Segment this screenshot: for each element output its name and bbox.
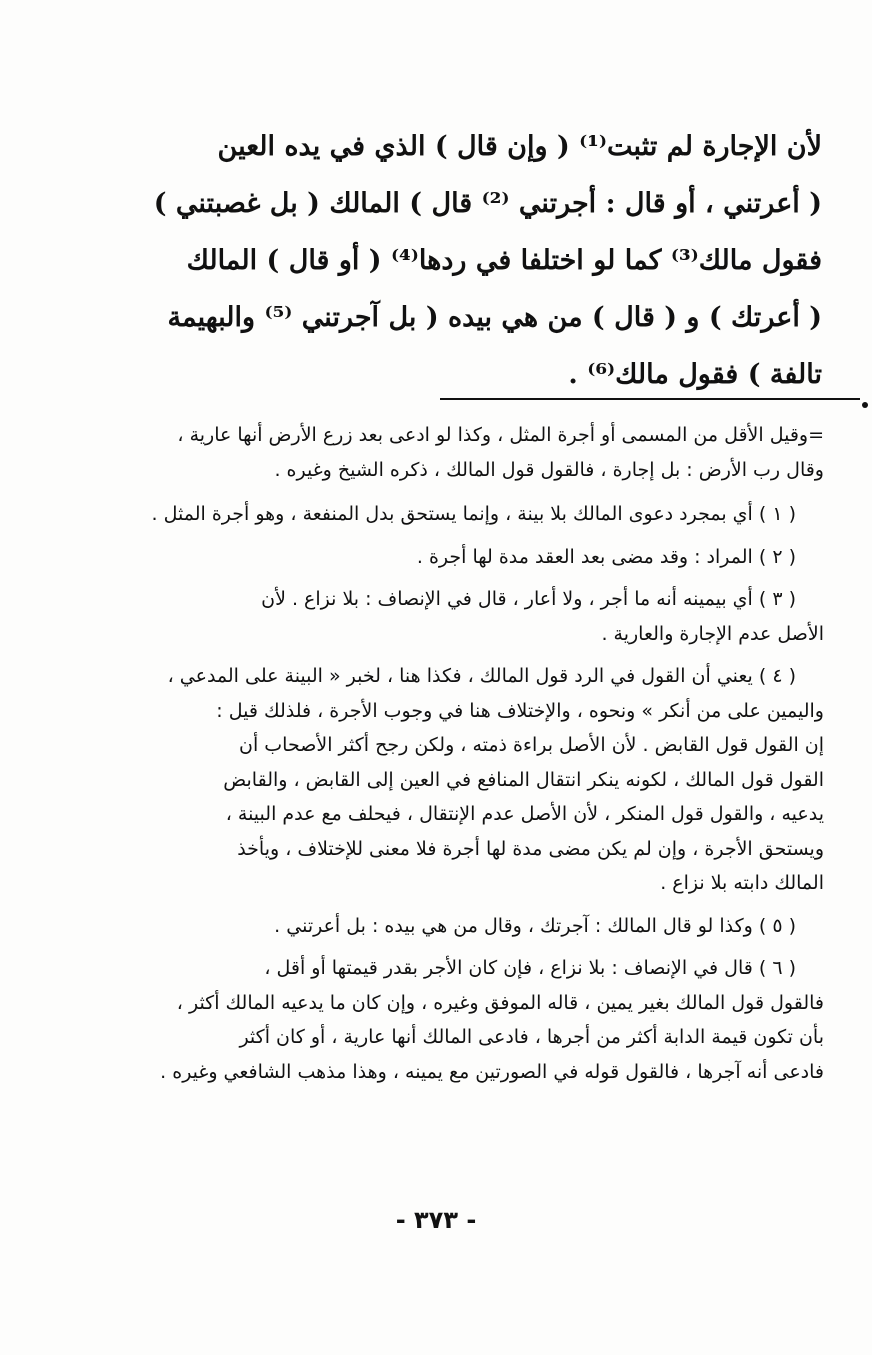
footnote-line: ويستحق الأجرة ، وإن لم يكن مضى مدة لها أجرة فلا معنى للإختلاف ، ويأخذ [237, 837, 824, 860]
footnote-line: إن القول قول القابض . لأن الأصل براءة ذمته ، ولكن رجح أكثر الأصحاب أن [239, 734, 824, 756]
footnote-line: ( ٥ ) وكذا لو قال المالك : آجرتك ، وقال من هي بيده : بل أعرتني . [274, 914, 796, 937]
footnote-3 [98, 582, 824, 651]
footnote-line: =وقيل الأقل من المسمى أو أجرة المثل ، وكذا لو ادعى بعد زرع الأرض أنها عارية ، [177, 424, 824, 446]
footnote-line: واليمين على من أنكر » ونحوه ، والإختلاف هنا في وجوب الأجرة ، فلذلك قيل : [216, 699, 824, 722]
margin-mark [862, 402, 868, 408]
footnote-line: فادعى أنه آجرها ، فالقول قوله في الصورتين مع يمينه ، وهذا مذهب الشافعي وغيره . [160, 1060, 824, 1083]
footnote-line: ( ٢ ) المراد : وقد مضى بعد العقد مدة لها أجرة . [416, 545, 796, 568]
main-text-line: لأن الإجارة لم تثبت⁽¹⁾ ( وإن قال ) الذي في يده العين [217, 131, 822, 162]
footnote-line: الأصل عدم الإجارة والعارية . [601, 622, 824, 645]
footnote-5 [98, 909, 824, 944]
footnote-2 [98, 540, 824, 575]
footnote-line: ( ٣ ) أي بيمينه أنه ما أجر ، ولا أعار ، قال في الإنصاف : بلا نزاع . لأن [261, 588, 796, 610]
footnote-line: ( ٦ ) قال في الإنصاف : بلا نزاع ، فإن كان الأجر بقدر قيمتها أو أقل ، [264, 957, 796, 979]
footnote-line: ( ٤ ) يعني أن القول في الرد قول المالك ، فكذا هنا ، لخبر « البينة على المدعي ، [167, 665, 796, 687]
page-number: - ٣٧٣ - [395, 1206, 477, 1234]
footnote-line: المالك دابته بلا نزاع . [660, 872, 824, 894]
main-text-line: تالفة ) فقول مالك⁽⁶⁾ . [568, 359, 822, 390]
footnote-4 [98, 659, 824, 901]
footnote-line: ( ١ ) أي بمجرد دعوى المالك بلا بينة ، وإنما يستحق بدل المنفعة ، وهو أجرة المثل . [151, 503, 796, 525]
footnote-1 [98, 497, 824, 532]
footnote-line: وقال رب الأرض : بل إجارة ، فالقول قول المالك ، ذكره الشيخ وغيره . [274, 458, 824, 481]
main-text-line: فقول مالك⁽³⁾ كما لو اختلفا في ردها⁽⁴⁾ ( أو قال ) المالك [186, 245, 822, 276]
footnote-divider [440, 398, 860, 400]
footnote-continuation [98, 418, 824, 487]
main-text-block [100, 118, 822, 403]
main-text-line: ( أعرتني ، أو قال : أجرتني ⁽²⁾ قال ) المالك ( بل غصبتني ) [153, 188, 822, 219]
footnote-line: فالقول قول المالك بغير يمين ، قاله الموفق وغيره ، وإن كان ما يدعيه المالك أكثر ، [176, 991, 824, 1014]
footnote-line: بأن تكون قيمة الدابة أكثر من أجرها ، فادعى المالك أنها عارية ، أو كان أكثر [239, 1026, 824, 1048]
footnotes-block [98, 418, 824, 1097]
main-text-line: ( أعرتك ) و ( قال ) من هي بيده ( بل آجرتني ⁽⁵⁾ والبهيمة [167, 302, 822, 333]
footnote-line: القول قول المالك ، لكونه ينكر انتقال المنافع في العين إلى القابض ، والقابض [223, 768, 824, 791]
footnote-line: يدعيه ، والقول قول المنكر ، لأن الأصل عدم الإنتقال ، فيحلف مع عدم البينة ، [225, 803, 824, 825]
footnote-6 [98, 951, 824, 1089]
